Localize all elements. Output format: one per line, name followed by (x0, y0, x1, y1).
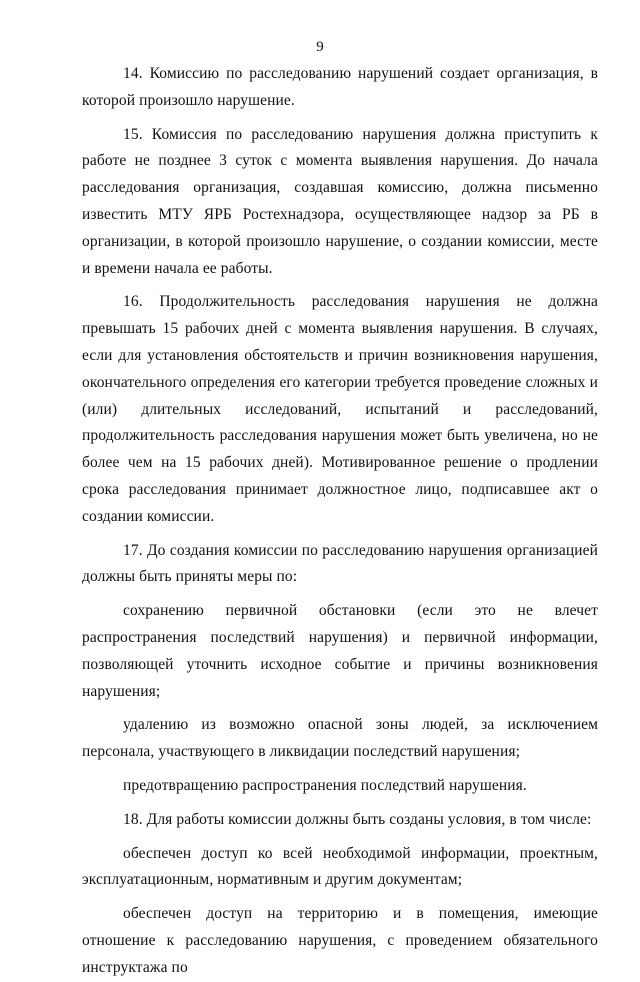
paragraph-17-item-3: предотвращению распространения последствий нарушения. (123, 776, 527, 794)
paragraph-17-item-1: сохранению первичной обстановки (если это не влечет распространения последствий нарушения) и первичной информации, позволяющей уточнить исходное событие и причины возникновения нарушения; (82, 602, 598, 700)
paragraph-18-item-2: обеспечен доступ на территорию и в помещения, имеющие отношение к расследованию нарушения, с проведением обязательного инструктажа по (82, 905, 598, 976)
document-body (82, 61, 598, 982)
paragraph-14: 14. Комиссию по расследованию нарушений создает организация, в которой произошло нарушение. (82, 65, 598, 109)
paragraph-18-item-1: обеспечен доступ ко всей необходимой информации, проектным, эксплуатационным, нормативным и другим документам; (82, 844, 598, 889)
paragraph-16: 16. Продолжительность расследования нарушения не должна превышать 15 рабочих дней с момента выявления нарушения. В случаях, если для установления обстоятельств и причин возникновения нарушения, окончательного определения его категории требуется проведение сложных и (или) длительных исследований, испытаний и расследований, продолжительность расследования нарушения может быть увеличена, но не более чем на 15 рабочих дней). Мотивированное решение о продлении срока расследования принимает должностное лицо, подписавшее акт о создании комиссии. (82, 293, 598, 525)
paragraph-17-item-2: удалению из возможно опасной зоны людей, за исключением персонала, участвующего в ликвидации последствий нарушения; (82, 716, 598, 761)
page-number: 9 (316, 39, 324, 55)
paragraph-18: 18. Для работы комиссии должны быть созданы условия, в том числе: (123, 810, 592, 828)
paragraph-15: 15. Комиссия по расследованию нарушения должна приступить к работе не позднее 3 суток с момента выявления нарушения. До начала расследования организация, создавшая комиссию, должна письменно известить МТУ ЯРБ Ростехнадзора, осуществляющее надзор за РБ в организации, в которой произошло нарушение, о создании комиссии, месте и времени начала ее работы. (82, 125, 598, 277)
paragraph-17: 17. До создания комиссии по расследованию нарушения организацией должны быть приняты меры по: (82, 541, 598, 586)
